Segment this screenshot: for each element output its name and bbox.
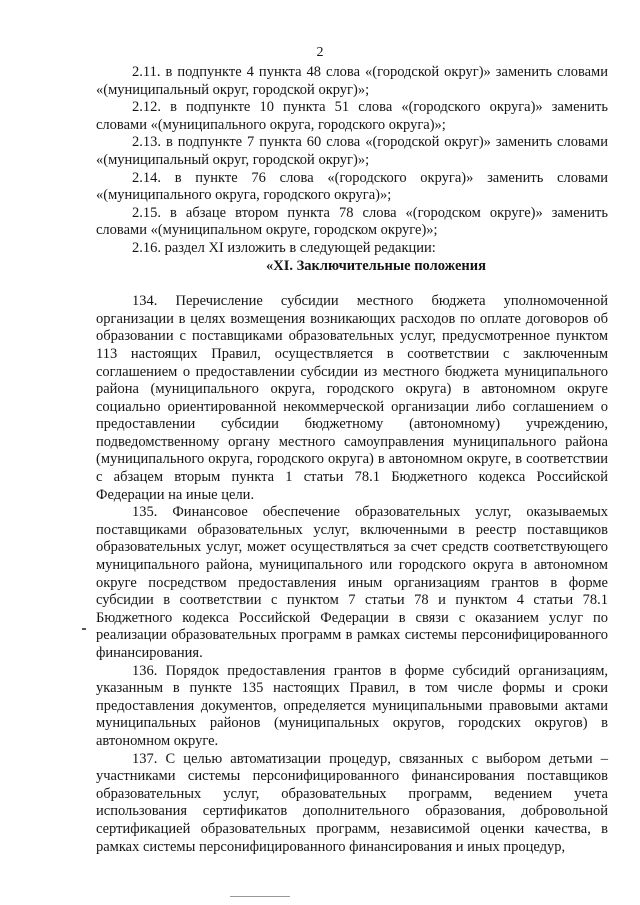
paragraph-136: 136. Порядок предоставления грантов в форме субсидий организациям, указанным в пункте 135 настоящих Правил, в том числе формы и сроки предоставления документов, определяется муниципальными правовыми актами муниципальных районов (муниципальных округов, городских округов) в автономном округе. [96, 662, 608, 749]
scan-artifact-line [230, 896, 290, 897]
section-heading: «XI. Заключительные положения [266, 257, 486, 274]
document-body [96, 64, 608, 856]
amendment-item-2-16: 2.16. раздел XI изложить в следующей редакции: [132, 239, 436, 256]
page-number: 2 [316, 45, 324, 60]
amendment-item-2-12: 2.12. в подпункте 10 пункта 51 слова «(городского округа)» заменить словами «(муниципального округа, городского округа)»; [96, 99, 608, 133]
paragraph-137: 137. С целью автоматизации процедур, связанных с выбором детьми – участниками системы персонифицированного финансирования поставщиков образовательных услуг, образовательных программ, ведением учета использования сертификатов дополнительного образования, добровольной сертификацией образовательных программ, независимой оценки качества, в рамках системы персонифицированного финансирования и иных процедур, [96, 750, 608, 855]
paragraph-135: 135. Финансовое обеспечение образовательных услуг, оказываемых поставщиками образовательных услуг, включенными в реестр поставщиков образовательных услуг, может осуществляться за счет средств соответствующего муниципального района, муниципального или городского округа в автономном округе посредством предоставления иным организациям грантов в форме субсидии в соответствии с пунктом 7 статьи 78 и пунктом 4 статьи 78.1 Бюджетного кодекса Российской Федерации в связи с оказанием услуг по реализации образовательных программ в рамках системы персонифицированного финансирования. [96, 504, 608, 661]
margin-mark [82, 628, 86, 630]
amendment-item-2-15: 2.15. в абзаце втором пункта 78 слова «(городском округе)» заменить словами «(муниципальном округе, городском округе)»; [96, 204, 608, 239]
amendment-item-2-13: 2.13. в подпункте 7 пункта 60 слова «(городской округ)» заменить словами «(муниципальный округ, городской округ)»; [96, 134, 608, 168]
spacer [96, 275, 608, 293]
amendment-item-2-11: 2.11. в подпункте 4 пункта 48 слова «(городской округ)» заменить словами «(муниципальный округ, городской округ)»; [96, 64, 608, 98]
amendment-item-2-14: 2.14. в пункте 76 слова «(городского округа)» заменить словами «(муниципального округа, городского округа)»; [96, 169, 608, 204]
paragraph-134: 134. Перечисление субсидии местного бюджета уполномоченной организации в целях возмещения возникающих расходов по оплате договоров об образовании с поставщиками образовательных услуг, предусмотренное пунктом 113 настоящих Правил, осуществляется в соответствии с заключенным соглашением о предоставлении субсидии из местного бюджета муниципального района (муниципального округа, городского округа) в автономном округе социально ориентированной некоммерческой организации либо соглашением о предоставлении субсидии бюджетному (автономному) учреждению, подведомственному органу местного самоуправления муниципального района (муниципального округа, городского округа) в автономном округе, в соответствии с абзацем вторым пункта 1 статьи 78.1 Бюджетного кодекса Российской Федерации на иные цели. [96, 293, 608, 503]
